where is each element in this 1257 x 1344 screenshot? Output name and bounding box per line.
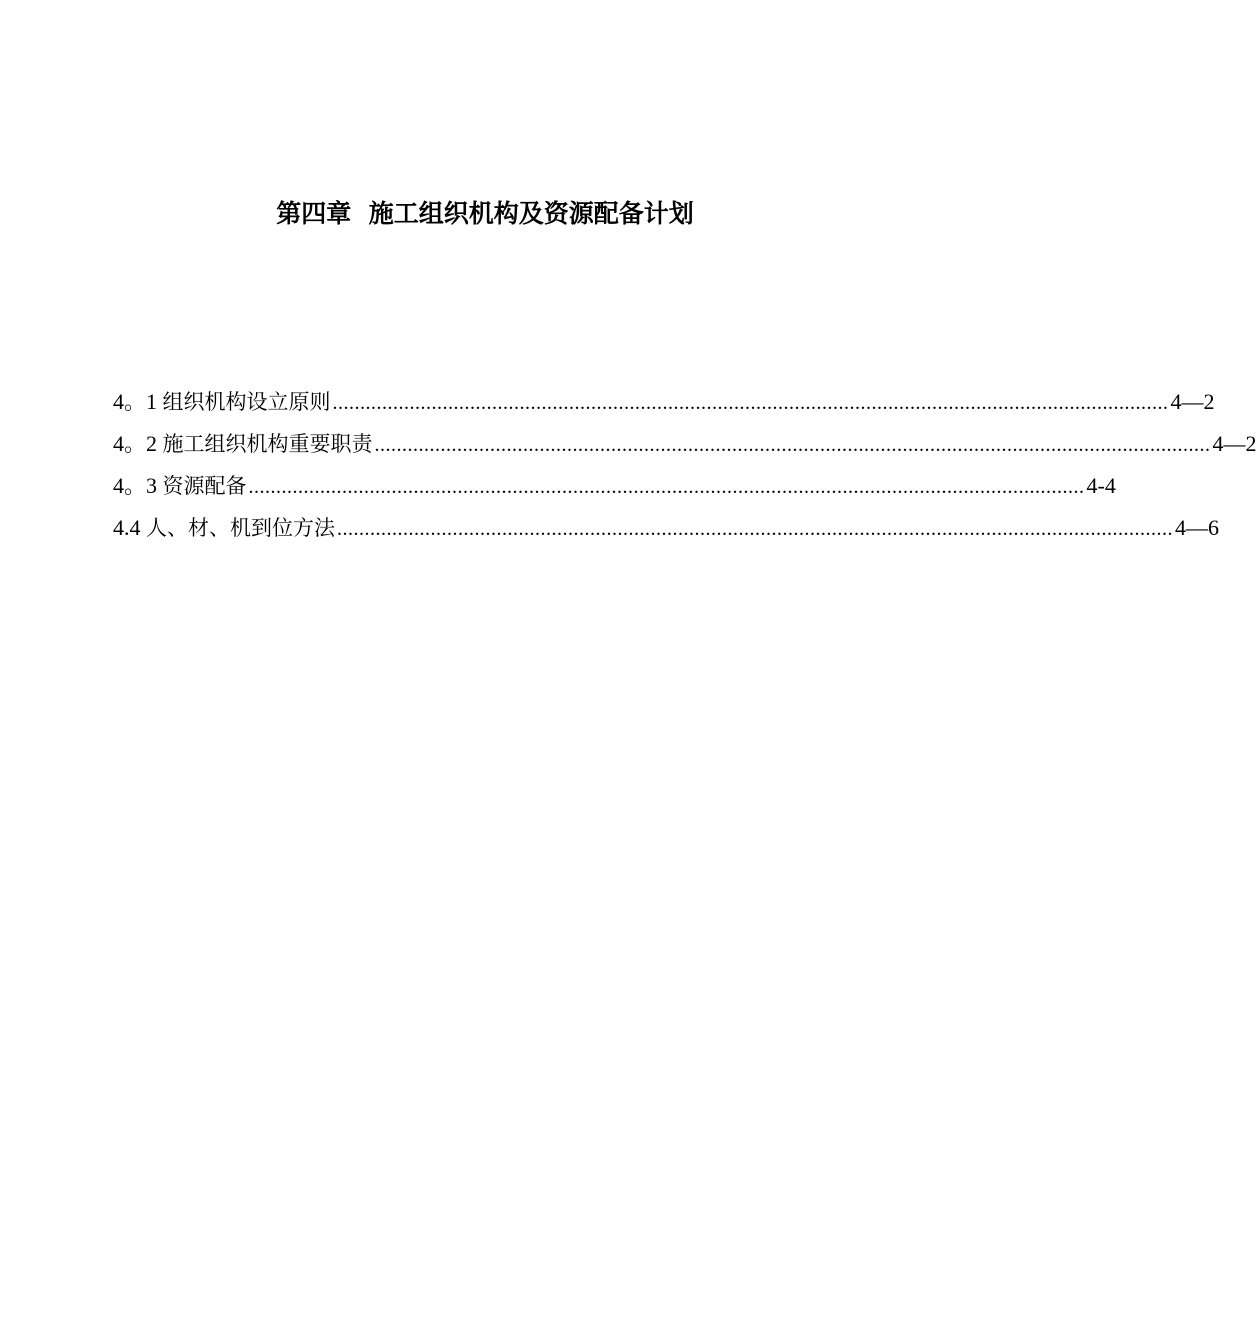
toc-entry-page: 4—2 bbox=[1212, 431, 1257, 456]
toc-entry-page: 4-4 bbox=[1086, 473, 1116, 498]
toc-dot-leader: ........................................................................................................................................................ bbox=[332, 392, 1169, 414]
toc-entry-label bbox=[113, 468, 247, 504]
toc-entry-number: 4。2 bbox=[113, 431, 163, 456]
toc-entry-title: 人、材、机到位方法 bbox=[146, 516, 335, 540]
toc-dot-leader: ........................................................................................................................................................ bbox=[248, 476, 1085, 498]
chapter-title: 第四章 施工组织机构及资源配备计划 bbox=[276, 199, 694, 228]
toc-entry-label bbox=[113, 510, 335, 546]
toc-dot-leader: ........................................................................................................................................................ bbox=[374, 434, 1211, 456]
toc-entry[interactable] bbox=[113, 426, 1257, 468]
toc-entry-number: 4。3 bbox=[113, 473, 163, 498]
toc-entry[interactable] bbox=[113, 468, 1116, 510]
toc-entry-page: 4—2 bbox=[1170, 389, 1215, 414]
toc-entry-label bbox=[113, 384, 331, 420]
toc-dot-leader: ........................................................................................................................................................ bbox=[337, 518, 1173, 540]
toc-entry-title: 施工组织机构重要职责 bbox=[162, 432, 373, 456]
toc-entry-title: 资源配备 bbox=[162, 474, 247, 498]
toc-entry-number: 4。1 bbox=[113, 389, 163, 414]
toc-entry-page: 4—6 bbox=[1175, 515, 1219, 540]
table-of-contents bbox=[113, 384, 1257, 552]
toc-entry[interactable] bbox=[113, 510, 1219, 552]
toc-entry-label bbox=[113, 426, 373, 462]
toc-entry[interactable] bbox=[113, 384, 1215, 426]
toc-entry-title: 组织机构设立原则 bbox=[162, 390, 331, 414]
toc-entry-number: 4.4 bbox=[113, 515, 146, 540]
